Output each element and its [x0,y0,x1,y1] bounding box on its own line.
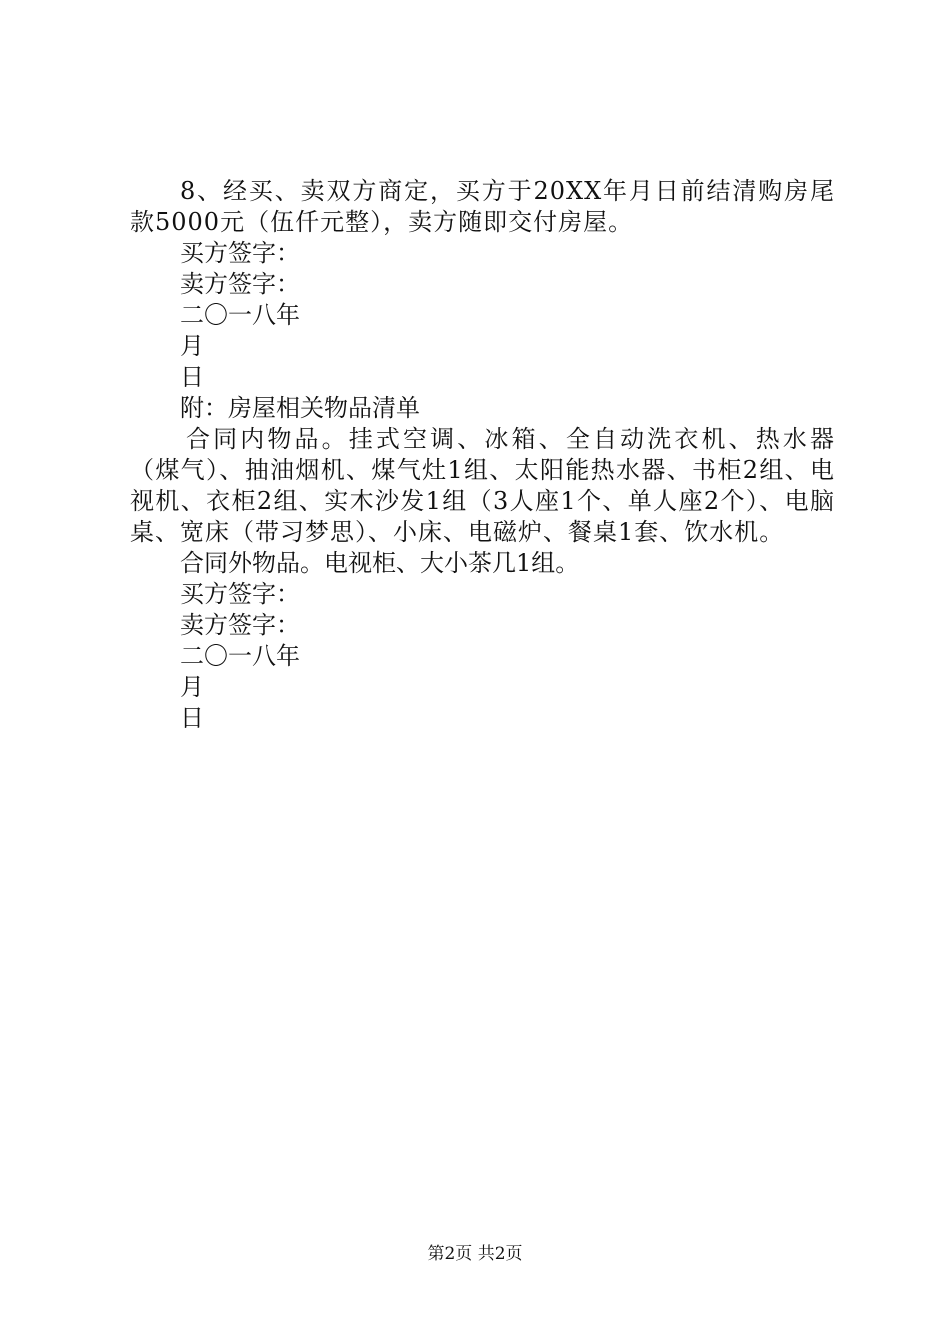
buyer-signature-label: 买方签字： [180,239,300,267]
page-footer: 第2页 共2页 [427,1244,523,1264]
signature-day: 日 [180,363,204,391]
buyer-signature-label-2: 买方签字： [180,580,300,608]
clause-8-paragraph: 8、经买、卖双方商定，买方于20XX年月日前结清购房尾款5000元（伍仟元整），卖方随即交付房屋。 [130,177,835,236]
items-in-contract-paragraph: 合同内物品。挂式空调、冰箱、全自动洗衣机、热水器（煤气）、抽油烟机、煤气灶1组、太阳能热水器、书柜2组、电视机、衣柜2组、实木沙发1组（3人座1个、单人座2个）、电脑桌、宽床（带习梦思）、小床、电磁炉、餐桌1套、饮水机。 [130,425,835,546]
signature-month-2: 月 [180,673,204,701]
signature-day-2: 日 [180,704,204,732]
items-outside-contract-paragraph: 合同外物品。电视柜、大小茶几1组。 [180,549,580,577]
signature-year-2: 二〇一八年 [180,642,300,670]
appendix-title: 附：房屋相关物品清单 [180,394,420,422]
signature-month: 月 [180,332,204,360]
signature-year: 二〇一八年 [180,301,300,329]
seller-signature-label-2: 卖方签字： [180,611,300,639]
document-body [130,176,835,734]
seller-signature-label: 卖方签字： [180,270,300,298]
